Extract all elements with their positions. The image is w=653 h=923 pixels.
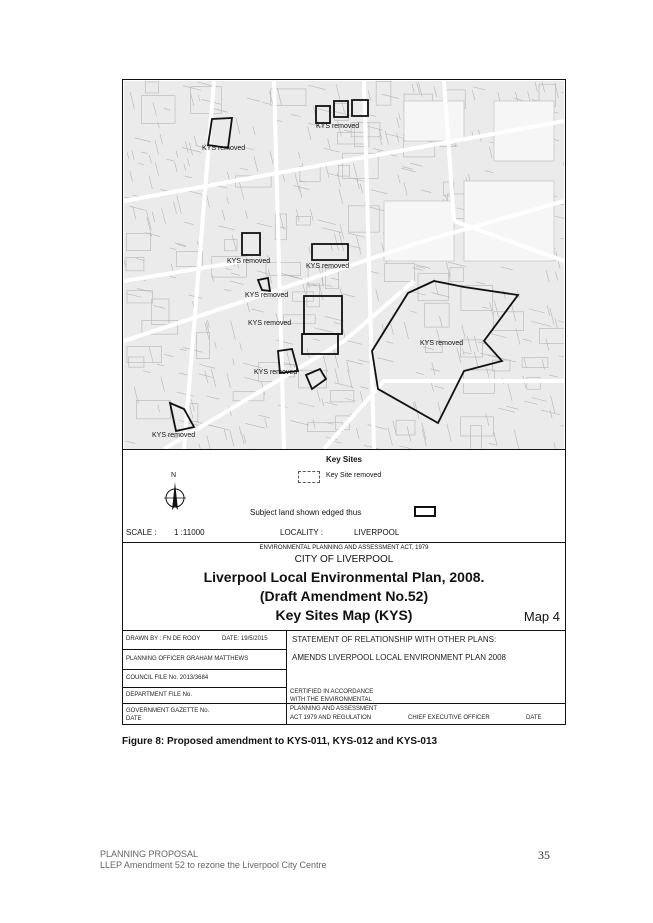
planning-officer: PLANNING OFFICER GRAHAM MATTHEWS bbox=[126, 656, 249, 662]
kys-removed-label: KYS removed bbox=[306, 263, 350, 270]
kys-removed-label: KYS removed bbox=[245, 292, 289, 299]
legend-title: Key Sites bbox=[325, 455, 363, 464]
north-arrow-icon bbox=[162, 474, 188, 514]
kys-removed-label: KYS removed bbox=[152, 432, 196, 439]
kys-removed-label: KYS removed bbox=[248, 320, 292, 327]
ceo-date: DATE bbox=[526, 715, 542, 721]
department-file: DEPARTMENT FILE No. bbox=[126, 692, 193, 698]
footer-line-2: LLEP Amendment 52 to rezone the Liverpool City Centre bbox=[100, 860, 327, 870]
locality-value: LIVERPOOL bbox=[354, 528, 400, 537]
footer bbox=[100, 849, 326, 871]
kys-site-outline bbox=[316, 106, 330, 123]
map-number: Map 4 bbox=[523, 609, 560, 624]
kys-site-outline bbox=[306, 369, 326, 389]
amendment-title: (Draft Amendment No.52) bbox=[259, 588, 429, 604]
gazette-number: GOVERNMENT GAZETTE No. bbox=[126, 708, 210, 714]
kys-removed-label: KYS removed bbox=[227, 258, 271, 265]
kys-removed-label: KYS removed bbox=[202, 145, 246, 152]
page-number: 35 bbox=[538, 848, 550, 862]
key-site-removed-label: Key Site removed bbox=[326, 472, 382, 479]
certified-line-1: CERTIFIED IN ACCORDANCE bbox=[290, 689, 374, 695]
ceo-label: CHIEF EXECUTIVE OFFICER bbox=[408, 715, 490, 721]
council-file: COUNCIL FILE No. 2013/3684 bbox=[126, 675, 209, 681]
statement-heading: STATEMENT OF RELATIONSHIP WITH OTHER PLANS: bbox=[292, 635, 497, 644]
kys-removed-label: KYS removed bbox=[420, 340, 464, 347]
north-letter: N bbox=[171, 472, 177, 479]
kys-removed-label: KYS removed bbox=[316, 123, 360, 130]
city-line: CITY OF LIVERPOOL bbox=[294, 554, 394, 565]
subject-land-swatch bbox=[414, 506, 436, 517]
locality-label: LOCALITY : bbox=[280, 528, 323, 537]
act-line: ENVIRONMENTAL PLANNING AND ASSESSMENT ACT, 1979 bbox=[259, 545, 429, 551]
figure-caption: Figure 8: Proposed amendment to KYS-011, KYS-012 and KYS-013 bbox=[122, 736, 438, 747]
drawn-date: DATE: 19/5/2015 bbox=[222, 636, 268, 642]
info-table bbox=[122, 630, 566, 725]
legend bbox=[122, 449, 566, 542]
certified-line-4: ACT 1979 AND REGULATION bbox=[290, 715, 372, 721]
scale-value: 1 :11000 bbox=[174, 528, 205, 537]
map-area bbox=[124, 81, 564, 449]
scale-label: SCALE : bbox=[126, 528, 157, 537]
plan-title: Liverpool Local Environmental Plan, 2008. bbox=[203, 569, 485, 585]
drawn-by: DRAWN BY : FN DE ROOY bbox=[126, 636, 201, 642]
amends-text: AMENDS LIVERPOOL LOCAL ENVIRONMENT PLAN 2008 bbox=[292, 653, 506, 662]
footer-line-1: PLANNING PROPOSAL bbox=[100, 849, 199, 859]
certified-line-2: WITH THE ENVIRONMENTAL bbox=[290, 697, 372, 703]
kys-site-outline bbox=[372, 281, 518, 423]
kys-site-outline bbox=[258, 278, 270, 291]
subject-land-label: Subject land shown edged thus bbox=[250, 508, 362, 517]
map-title: Key Sites Map (KYS) bbox=[275, 607, 413, 623]
title-block bbox=[122, 542, 566, 630]
kys-site-outline bbox=[242, 233, 260, 255]
kys-removed-label: KYS removed bbox=[254, 369, 298, 376]
gazette-date: DATE bbox=[126, 716, 142, 722]
certified-line-3: PLANNING AND ASSESSMENT bbox=[290, 706, 378, 712]
key-site-removed-swatch bbox=[298, 471, 320, 483]
